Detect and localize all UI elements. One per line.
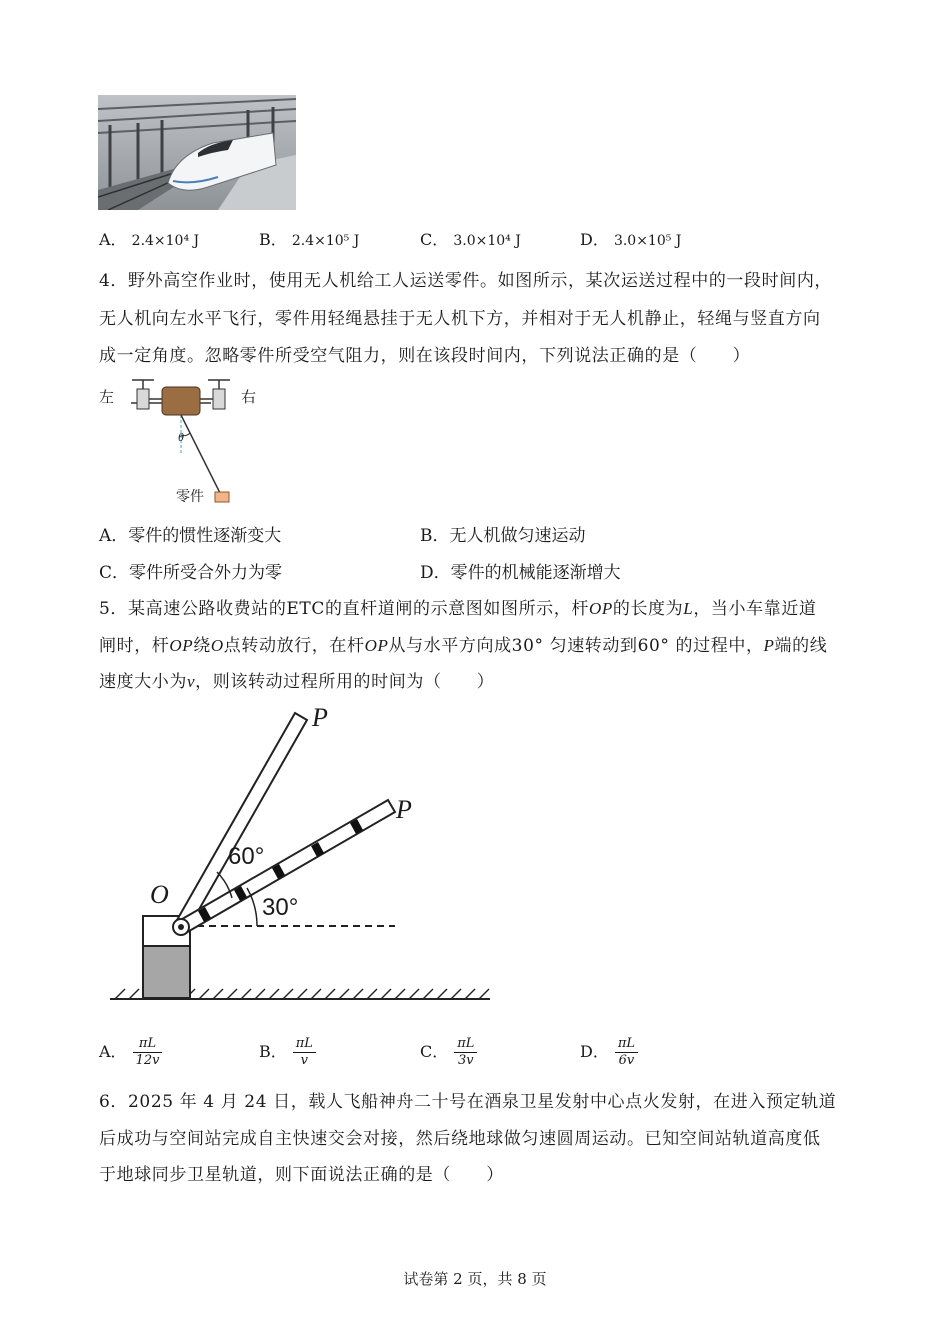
ground-hatch-mark [353,989,363,999]
rope [181,415,220,493]
part-label: 零件 [176,489,204,505]
q5-stem-line-1: 5．某高速公路收费站的ETC的直杆道闸的示意图如图所示，杆OP的长度为L，当小车靠近道 [99,599,817,619]
ground-hatch-mark [465,989,475,999]
ground-hatch-mark [479,989,489,999]
angle-30-label: 30° [262,894,299,921]
q5-option-c[interactable]: C． $\frac{\pi L}{3v}$ [420,1036,477,1069]
ground-hatch-mark [297,989,307,999]
theta-label: θ [178,430,184,444]
q6-stem-line-2: 后成功与空间站完成自主快速交会对接，然后绕地球做匀速圆周运动。已知空间站轨道高度低 [99,1129,821,1149]
ground-hatch-mark [241,989,251,999]
q3-option-c[interactable]: C． 3.0×10⁴ J [420,230,521,249]
q4-stem-line-2: 无人机向左水平飞行，零件用轻绳悬挂于无人机下方，并相对于无人机静止，轻绳与竖直方向 [99,309,821,329]
q5-option-b[interactable]: B． $\frac{\pi L}{v}$ [259,1036,316,1069]
left-label: 左 [99,388,115,406]
ground-hatch-mark [395,989,405,999]
ground-hatch-mark [381,989,391,999]
q6-stem-line-1: 6．2025 年 4 月 24 日，载人飞船神舟二十号在酒泉卫星发射中心点火发射，在进入预定轨道 [99,1092,837,1112]
ground-hatch-mark [311,989,321,999]
right-label: 右 [241,388,257,406]
q4-option-a[interactable]: A．零件的惯性逐渐变大 [99,526,282,546]
ground-hatch-mark [325,989,335,999]
ground-hatch-mark [409,989,419,999]
q3-option-d[interactable]: D． 3.0×10⁵ J [580,230,682,249]
ground-hatch-mark [115,989,125,999]
q4-option-c[interactable]: C．零件所受合外力为零 [99,563,283,583]
q4-stem-line-1: 4．野外高空作业时，使用无人机给工人运送零件。如图所示，某次运送过程中的一段时间内， [99,271,833,291]
ground-hatch-mark [269,989,279,999]
p-right-label: P [396,795,412,824]
ground-hatch-mark [213,989,223,999]
page-footer: 试卷第 2 页，共 8 页 [403,1270,547,1288]
q5-stem-line-2: 闸时，杆OP绕O点转动放行，在杆OP从与水平方向成30° 匀速转动到60° 的过程中，P端的线 [99,636,828,656]
q6-stem-line-3: 于地球同步卫星轨道，则下面说法正确的是（ ） [99,1165,504,1185]
ground-hatch-mark [367,989,377,999]
ground-hatch-mark [339,989,349,999]
ground-hatch-mark [199,989,209,999]
q3-option-a[interactable]: A． 2.4×10⁴ J [99,230,200,249]
part-box [215,492,229,502]
q3-option-b[interactable]: B． 2.4×10⁵ J [259,230,360,249]
ground-hatch-mark [423,989,433,999]
ground-hatch-mark [129,989,139,999]
q4-option-b[interactable]: B．无人机做匀速运动 [420,526,586,546]
p-top-label: P [312,703,328,732]
q4-option-d[interactable]: D．零件的机械能逐渐增大 [420,563,621,583]
drone-icon [131,380,230,415]
high-speed-train-icon [98,95,296,210]
ground-hatch-mark [283,989,293,999]
barrier-gate-figure [105,700,505,1022]
ground-hatch-mark [437,989,447,999]
o-label: O [150,880,169,909]
ground-hatch-mark [451,989,461,999]
q4-stem-line-3: 成一定角度。忽略零件所受空气阻力，则在该段时间内，下列说法正确的是（ ） [99,346,751,366]
q5-stem-line-3: 速度大小为v，则该转动过程所用的时间为（ ） [99,672,495,692]
q5-option-a[interactable]: A． $\frac{\pi L}{12v}$ [99,1036,162,1069]
ground-hatch-mark [227,989,237,999]
ground-hatch-mark [255,989,265,999]
train-photo [98,95,296,210]
angle-60-label: 60° [228,843,265,870]
q5-option-d[interactable]: D． $\frac{\pi L}{6v}$ [580,1036,638,1069]
